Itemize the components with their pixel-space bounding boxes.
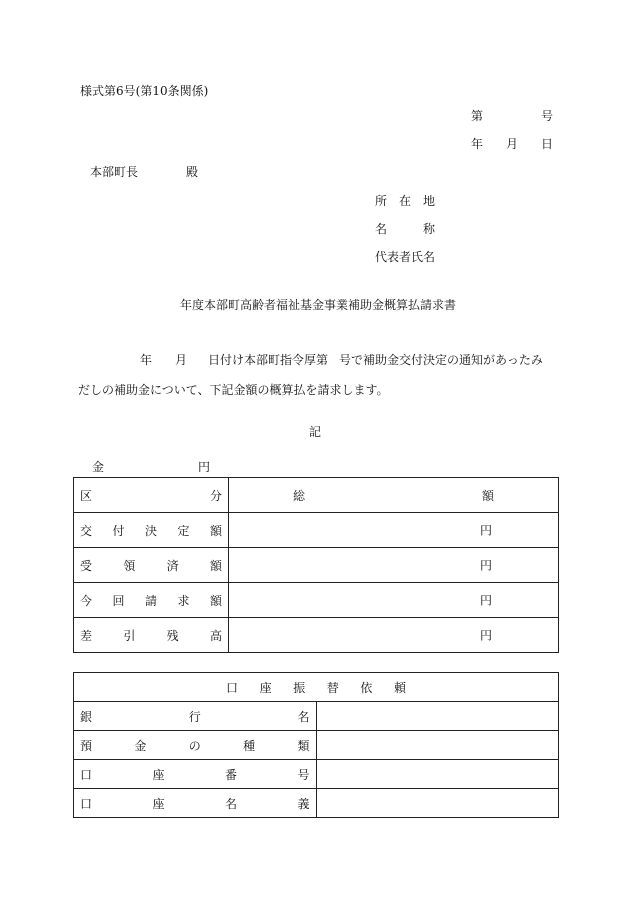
body-year: 年 <box>140 353 153 367</box>
table-row <box>74 548 559 583</box>
account-label-number: 口 座 番 号 <box>74 760 317 789</box>
row-value-sashihiki-zandaka[interactable]: 円 <box>229 618 559 653</box>
date-month: 月 <box>506 137 519 151</box>
row-value-juryo-zumi[interactable]: 円 <box>229 548 559 583</box>
table-row <box>74 789 559 818</box>
body-month: 月 <box>175 353 188 367</box>
table-row <box>74 702 559 731</box>
account-label-bank: 銀 行 名 <box>74 702 317 731</box>
summary-header-label: 区 分 <box>74 478 229 513</box>
row-label-juryo-zumi: 受 領 済 額 <box>74 548 229 583</box>
summary-header-value: 総 額 <box>229 478 559 513</box>
date-day: 日 <box>541 137 554 151</box>
row-value-kofu-kettei[interactable]: 円 <box>229 513 559 548</box>
amount-label: 金 <box>92 460 105 474</box>
account-label-deposit-type: 預 金 の 種 類 <box>74 731 317 760</box>
row-label-kofu-kettei: 交 付 決 定 額 <box>74 513 229 548</box>
table-row <box>74 760 559 789</box>
document-title: 年度本部町高齢者福祉基金事業補助金概算払請求書 <box>180 298 457 312</box>
doc-number-suffix: 号 <box>541 109 554 123</box>
account-value-deposit-type[interactable] <box>316 731 559 760</box>
ki-marker: 記 <box>309 425 322 439</box>
account-value-bank[interactable] <box>316 702 559 731</box>
addressee-honorific: 殿 <box>186 165 199 179</box>
doc-number-prefix: 第 <box>471 109 484 123</box>
summary-table <box>73 477 559 653</box>
summary-header-row <box>74 478 559 513</box>
address-label: 所 在 地 <box>375 194 435 208</box>
account-title: 口 座 振 替 依 頼 <box>74 673 559 702</box>
body-text: 日付け本部町指令厚第 <box>208 353 329 367</box>
table-row <box>74 513 559 548</box>
account-label-holder: 口 座 名 義 <box>74 789 317 818</box>
form-id: 様式第6号(第10条関係) <box>80 84 209 98</box>
row-label-sashihiki-zandaka: 差 引 残 高 <box>74 618 229 653</box>
account-table <box>73 672 559 818</box>
account-value-number[interactable] <box>316 760 559 789</box>
table-row <box>74 583 559 618</box>
table-row <box>74 618 559 653</box>
body-tail: 号で補助金交付決定の通知があったみ <box>339 353 543 367</box>
row-label-konkai-seikyu: 今 回 請 求 額 <box>74 583 229 618</box>
name-label: 名 称 <box>375 222 435 236</box>
addressee-title: 本部町長 <box>90 165 139 179</box>
representative-label: 代表者氏名 <box>375 250 436 264</box>
row-value-konkai-seikyu[interactable]: 円 <box>229 583 559 618</box>
account-title-row <box>74 673 559 702</box>
body-line-2: だしの補助金について、下記金額の概算払を請求します。 <box>78 383 389 397</box>
account-value-holder[interactable] <box>316 789 559 818</box>
date-year: 年 <box>471 137 484 151</box>
table-row <box>74 731 559 760</box>
amount-unit: 円 <box>198 460 211 474</box>
